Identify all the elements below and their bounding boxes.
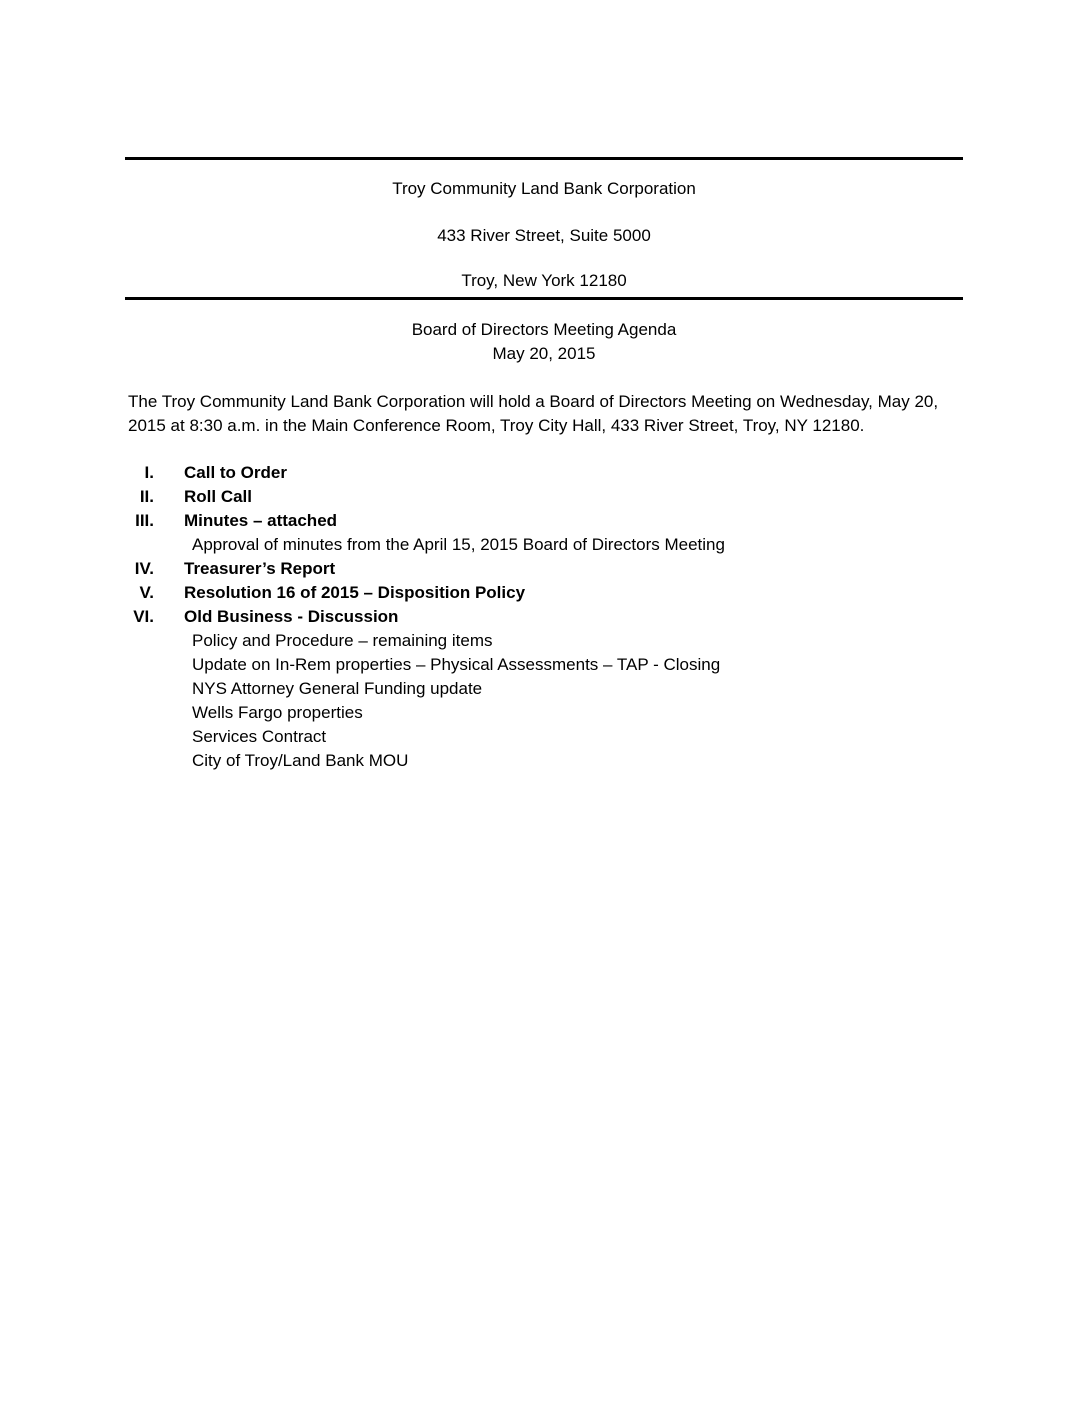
agenda-item-label: Old Business - Discussion [184, 607, 399, 626]
agenda-subitem: NYS Attorney General Funding update [192, 679, 483, 698]
agenda-subitem: City of Troy/Land Bank MOU [192, 751, 409, 770]
agenda-date: May 20, 2015 [492, 344, 596, 363]
agenda-subitem: Approval of minutes from the April 15, 2015 Board of Directors Meeting [192, 535, 725, 554]
city-state-zip: Troy, New York 12180 [461, 271, 627, 290]
agenda-item [0, 485, 1088, 509]
top-rule [125, 157, 963, 160]
agenda-item [0, 581, 1088, 605]
agenda-item [0, 557, 1088, 581]
agenda-title: Board of Directors Meeting Agenda [411, 320, 677, 339]
agenda-item-numeral: VI. [133, 607, 154, 626]
agenda-item [0, 461, 1088, 485]
agenda-item-label: Call to Order [184, 463, 287, 482]
agenda-item-numeral: III. [135, 511, 154, 530]
agenda-item-numeral: IV. [134, 559, 154, 578]
agenda-item [0, 605, 1088, 629]
agenda-subitem: Policy and Procedure – remaining items [192, 631, 493, 650]
agenda-subitem: Update on In-Rem properties – Physical Assessments – TAP - Closing [192, 655, 721, 674]
agenda-item-label: Minutes – attached [184, 511, 338, 530]
agenda-item-label: Treasurer’s Report [184, 559, 336, 578]
agenda-item-numeral: I. [144, 463, 154, 482]
street-address: 433 River Street, Suite 5000 [437, 226, 651, 245]
agenda-item-numeral: II. [139, 487, 154, 506]
meeting-intro-paragraph: The Troy Community Land Bank Corporation will hold a Board of Directors Meeting on Wednesday, May 20, 2015 at 8:30 a.m. in the Main Conference Room, Troy City Hall, 433 River Street, Troy, NY 12180. [128, 392, 939, 435]
agenda-item [0, 509, 1088, 533]
agenda-item-label: Roll Call [184, 487, 253, 506]
agenda-list [0, 461, 1088, 773]
agenda-subitem: Services Contract [192, 727, 327, 746]
organization-name: Troy Community Land Bank Corporation [392, 179, 696, 198]
agenda-item-numeral: V. [139, 583, 154, 602]
agenda-subitem: Wells Fargo properties [192, 703, 363, 722]
header-bottom-rule [125, 297, 963, 300]
agenda-item-label: Resolution 16 of 2015 – Disposition Policy [184, 583, 526, 602]
